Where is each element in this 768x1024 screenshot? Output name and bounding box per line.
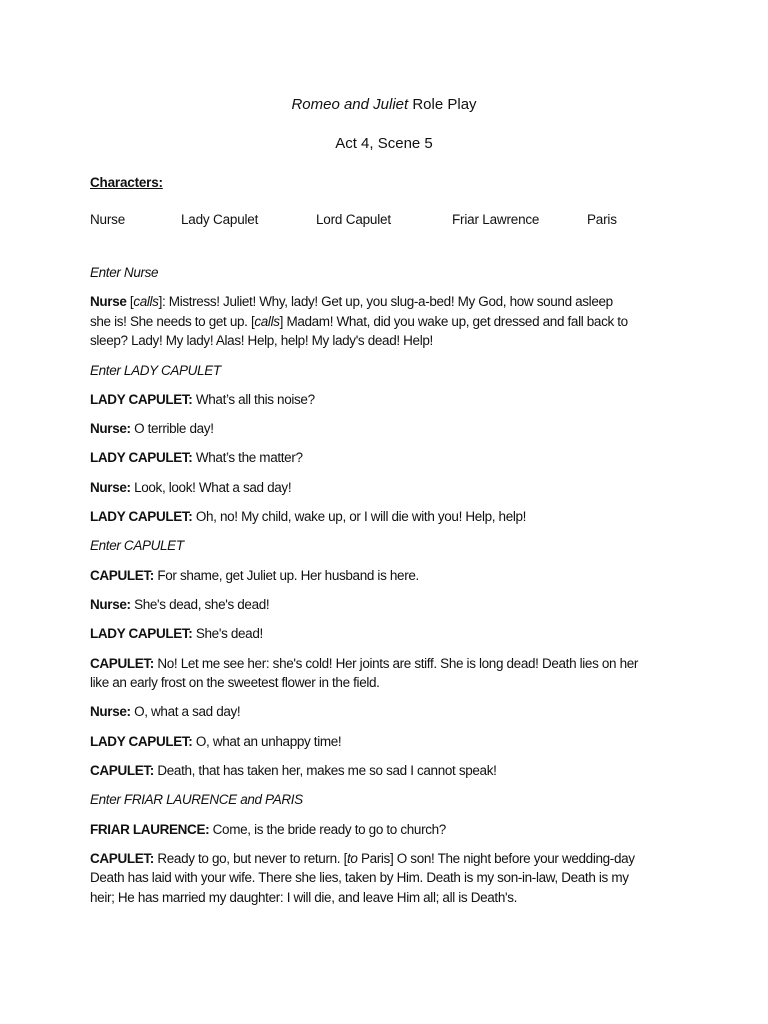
speech-line xyxy=(90,732,730,752)
speaker-name: LADY CAPULET: xyxy=(90,733,193,749)
speaker-name: CAPULET: xyxy=(90,850,154,866)
speech-line xyxy=(90,761,730,781)
speech-text: [ xyxy=(126,294,134,310)
act-scene-heading: Act 4, Scene 5 xyxy=(335,135,433,152)
speech-line xyxy=(90,390,730,410)
document-title xyxy=(0,96,768,113)
speech-line xyxy=(90,507,730,527)
speaker-name: CAPULET: xyxy=(90,655,154,671)
title-play-name: Romeo and Juliet xyxy=(291,96,409,113)
speaker-name: Nurse: xyxy=(90,596,131,612)
speech-text: No! Let me see her: she's cold! Her joints are stiff. She is long dead! Death lies on her like an early frost on the sweetest flower in the field. xyxy=(90,655,639,691)
speech-line xyxy=(90,702,730,722)
speech-text: ]: Mistress! Juliet! Why, lady! Get up, you slug-a-bed! My God, how sound asleep she is! She needs to get up. [ xyxy=(90,294,613,329)
speaker-name: LADY CAPULET: xyxy=(90,626,193,642)
speech-line xyxy=(90,654,730,693)
speaker-name: CAPULET: xyxy=(90,762,154,778)
stage-direction: Enter CAPULET xyxy=(90,538,184,554)
stage-direction: Enter FRIAR LAURENCE and PARIS xyxy=(90,792,303,808)
speaker-name: LADY CAPULET: xyxy=(90,509,193,525)
character-name: Lord Capulet xyxy=(316,212,391,227)
speech-text: For shame, get Juliet up. Her husband is here. xyxy=(153,567,419,583)
speech-text: Ready to go, but never to return. [ xyxy=(153,850,347,866)
speaker-name: Nurse: xyxy=(90,479,131,495)
speech-text: O, what an unhappy time! xyxy=(192,733,342,749)
speaker-name: Nurse xyxy=(90,294,127,310)
speech-text: She's dead! xyxy=(192,626,263,642)
stage-note: to xyxy=(346,850,358,866)
stage-direction: Enter LADY CAPULET xyxy=(90,362,221,378)
speaker-name: Nurse: xyxy=(90,421,131,437)
speech-text: Paris] O son! The night before your wedding-day Death has laid with your wife. There she lies, taken by Him. Death is my son-in-law, Death is my heir; He has married my daughter: I will die, and leave Him all; all is Death's. xyxy=(90,850,635,905)
script-body xyxy=(90,263,730,917)
speech-text: Look, look! What a sad day! xyxy=(130,479,292,495)
speech-text: Come, is the bride ready to go to church? xyxy=(209,821,446,837)
stage-note: calls xyxy=(254,313,280,329)
speaker-name: FRIAR LAURENCE: xyxy=(90,821,210,837)
speech-text: She's dead, she's dead! xyxy=(130,596,270,612)
speaker-name: LADY CAPULET: xyxy=(90,391,193,407)
speech-text: What’s the matter? xyxy=(192,450,303,466)
speaker-name: CAPULET: xyxy=(90,567,154,583)
stage-note: calls xyxy=(133,294,159,310)
speech-line xyxy=(90,419,730,439)
speech-line xyxy=(90,595,730,615)
speech-text: O, what a sad day! xyxy=(130,704,241,720)
speech-text: What’s all this noise? xyxy=(192,391,315,407)
speaker-name: Nurse: xyxy=(90,704,131,720)
title-suffix: Role Play xyxy=(408,96,477,113)
character-name: Paris xyxy=(587,212,617,227)
stage-direction: Enter Nurse xyxy=(90,265,159,280)
speech-line xyxy=(90,292,730,351)
speech-line xyxy=(90,478,730,498)
speech-text: ] Madam! What, did you wake up, get dressed and fall back to sleep? Lady! My lady! Alas! Help, help! My lady's dead! Help! xyxy=(90,313,628,349)
speech-line xyxy=(90,566,730,586)
character-name: Lady Capulet xyxy=(181,212,259,227)
speaker-name: LADY CAPULET: xyxy=(90,450,193,466)
speech-text: O terrible day! xyxy=(130,421,214,437)
speech-line xyxy=(90,624,730,644)
speech-text: Death, that has taken her, makes me so sad I cannot speak! xyxy=(153,762,497,778)
character-name: Nurse xyxy=(90,212,126,227)
character-name: Friar Lawrence xyxy=(452,212,540,227)
speech-text: Oh, no! My child, wake up, or I will die with you! Help, help! xyxy=(192,509,527,525)
speech-line xyxy=(90,820,730,840)
speech-line xyxy=(90,849,730,908)
characters-heading: Characters: xyxy=(90,175,163,190)
speech-line xyxy=(90,448,730,468)
